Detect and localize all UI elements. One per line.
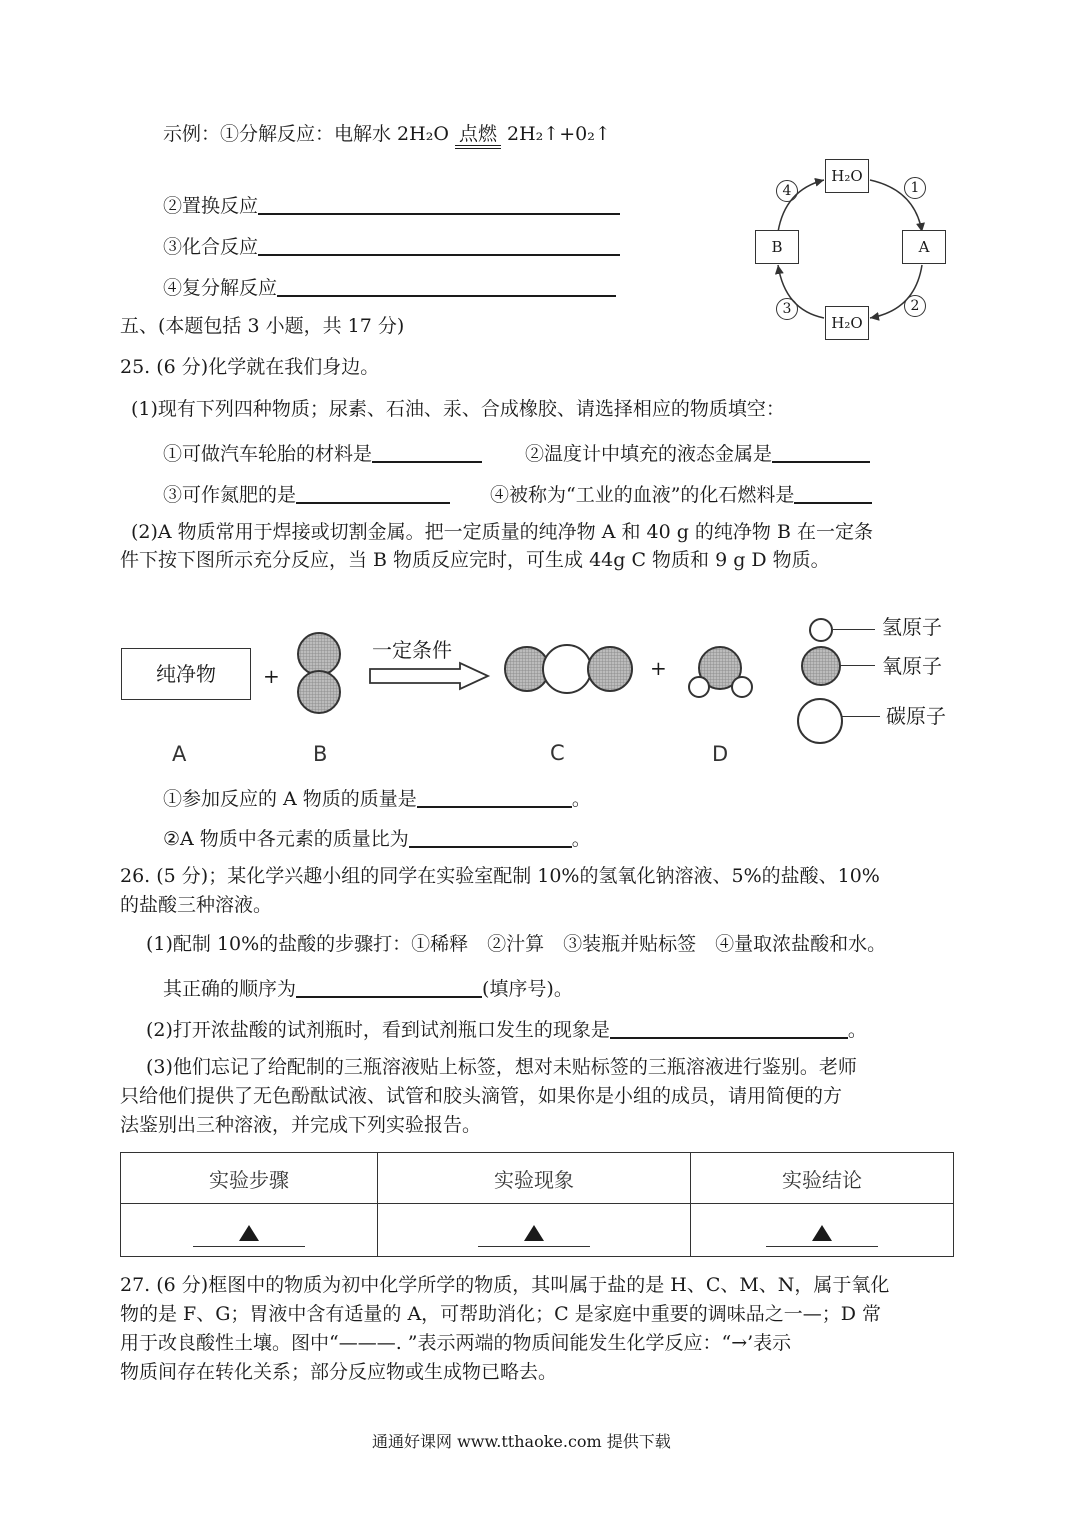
q25-item2	[525, 441, 870, 464]
plus-sign: +	[263, 664, 280, 688]
step-number-4: 4	[776, 180, 798, 202]
answer-blank[interactable]	[409, 826, 572, 848]
example-suffix: 2H₂↑+0₂↑	[507, 123, 611, 145]
oxygen-atom	[297, 670, 341, 714]
punctuation: 。	[847, 1019, 867, 1041]
answer-blank[interactable]	[277, 275, 616, 297]
legend-hydrogen-icon	[809, 618, 833, 642]
header-cell: 实验现象	[378, 1153, 691, 1204]
example-prefix: 示例：①分解反应：电解水 2H₂O	[163, 123, 449, 145]
cycle-diagram	[740, 150, 960, 350]
answer-cell[interactable]	[691, 1204, 954, 1257]
question-text: ④被称为“工业的血液”的化石燃料是	[490, 484, 795, 506]
legend-leader-line	[833, 629, 875, 630]
question-text: (2)打开浓盐酸的试剂瓶时，看到试剂瓶口发生的现象是	[146, 1019, 610, 1041]
label-d: D	[712, 742, 729, 766]
question-text: (填序号)。	[482, 978, 573, 1000]
answer-blank[interactable]	[772, 441, 870, 463]
q26-part3-line3: 法鉴别出三种溶液，并完成下列实验报告。	[120, 1114, 482, 1136]
punctuation: 。	[571, 788, 591, 810]
question-text: ①可做汽车轮胎的材料是	[163, 443, 373, 465]
legend-leader-line	[840, 665, 875, 666]
punctuation: 。	[571, 828, 591, 850]
carbon-atom	[542, 644, 592, 694]
q25-title: 25. (6 分)化学就在我们身边。	[120, 356, 380, 378]
q26-line2: 的盐酸三种溶液。	[120, 894, 273, 916]
legend-leader-line	[842, 716, 880, 717]
triangle-icon	[239, 1225, 259, 1241]
q25-sub2	[163, 826, 591, 849]
q26-part1: (1)配制 10%的盐酸的步骤打：①稀释 ②汁算 ③装瓶并贴标签 ④量取浓盐酸和水。	[146, 933, 887, 955]
legend-carbon-icon	[797, 698, 843, 744]
q25-part2-line1: (2)A 物质常用于焊接或切割金属。把一定质量的纯净物 A 和 40 g 的纯净物 B 在一定条	[131, 521, 873, 543]
legend-oxygen-label: 氧原子	[882, 654, 942, 678]
q25-item3	[163, 482, 450, 505]
answer-blank[interactable]	[296, 976, 482, 998]
q27-line1: 27. (6 分)框图中的物质为初中化学所学的物质，其叫属于盐的是 H、C、M、N，属于氧化	[120, 1274, 890, 1296]
section-heading: 五、(本题包括 3 小题，共 17 分)	[120, 315, 405, 337]
q27-line2: 物的是 F、G；胃液中含有适量的 A，可帮助消化；C 是家庭中重要的调味品之一—；D 常	[120, 1303, 882, 1325]
triangle-icon	[812, 1225, 832, 1241]
plus-sign: +	[650, 656, 667, 680]
q26-part1-order	[163, 976, 573, 999]
legend-carbon-label: 碳原子	[886, 704, 946, 728]
cycle-node-top: H₂O	[825, 159, 869, 193]
reaction-label: ③化合反应	[163, 236, 259, 258]
answer-cell[interactable]	[121, 1204, 378, 1257]
answer-blank[interactable]	[258, 193, 620, 215]
q26-part3-line1: (3)他们忘记了给配制的三瓶溶液贴上标签，想对未贴标签的三瓶溶液进行鉴别。老师	[146, 1056, 857, 1078]
answer-blank[interactable]	[296, 482, 450, 504]
pure-substance-box: 纯净物	[121, 648, 251, 700]
label-a: A	[172, 742, 187, 766]
table-header-row	[121, 1153, 954, 1204]
question-text: ①参加反应的 A 物质的质量是	[163, 788, 417, 810]
q25-part1: (1)现有下列四种物质；尿素、石油、汞、合成橡胶、请选择相应的物质填空：	[131, 398, 785, 420]
reaction-double-decomposition	[163, 275, 616, 298]
q26-part2	[146, 1017, 867, 1040]
q25-part2-line2: 件下按下图所示充分反应，当 B 物质反应完时，可生成 44g C 物质和 9 g D 物质。	[120, 549, 830, 571]
label-c: C	[550, 741, 565, 765]
step-number-2: 2	[904, 295, 926, 317]
legend-hydrogen-label: 氢原子	[882, 615, 942, 639]
question-text: 其正确的顺序为	[163, 978, 297, 1000]
footer-source: 通通好课网 www.tthaoke.com 提供下载	[372, 1432, 671, 1451]
triangle-icon	[524, 1225, 544, 1241]
label-b: B	[313, 742, 328, 766]
q25-sub1	[163, 786, 591, 809]
answer-blank[interactable]	[794, 482, 872, 504]
legend-oxygen-icon	[801, 646, 841, 686]
reaction-label: ④复分解反应	[163, 277, 278, 299]
step-number-3: 3	[776, 298, 798, 320]
cycle-node-left: B	[755, 230, 799, 264]
cycle-node-right: A	[902, 230, 946, 264]
question-text: ②A 物质中各元素的质量比为	[163, 828, 409, 850]
arrow-label: 一定条件	[372, 638, 452, 662]
header-cell: 实验步骤	[121, 1153, 378, 1204]
reaction-condition: 点燃	[455, 125, 501, 144]
answer-blank[interactable]	[258, 234, 620, 256]
reaction-label: ②置换反应	[163, 195, 259, 217]
reaction-combination	[163, 234, 620, 257]
table-row	[121, 1204, 954, 1257]
reaction-replacement	[163, 193, 620, 216]
q26-part3-line2: 只给他们提供了无色酚酞试液、试管和胶头滴管，如果你是小组的成员，请用简便的方	[120, 1085, 843, 1107]
header-cell: 实验结论	[691, 1153, 954, 1204]
answer-blank[interactable]	[610, 1017, 848, 1039]
step-number-1: 1	[904, 177, 926, 199]
q25-item4	[490, 482, 872, 505]
hydrogen-atom	[688, 676, 710, 698]
example-line	[163, 125, 611, 144]
answer-blank[interactable]	[417, 786, 572, 808]
q27-line3: 用于改良酸性土壤。图中“———. ”表示两端的物质间能发生化学反应：“→’表示	[120, 1332, 792, 1354]
cycle-node-bottom: H₂O	[825, 306, 869, 340]
question-text: ③可作氮肥的是	[163, 484, 297, 506]
q27-line4: 物质间存在转化关系；部分反应物或生成物已略去。	[120, 1361, 558, 1383]
question-text: ②温度计中填充的液态金属是	[525, 443, 773, 465]
q25-item1	[163, 441, 482, 464]
answer-cell[interactable]	[378, 1204, 691, 1257]
answer-blank[interactable]	[372, 441, 482, 463]
experiment-report-table	[120, 1152, 954, 1257]
hydrogen-atom	[731, 676, 753, 698]
q26-line1: 26. (5 分)；某化学兴趣小组的同学在实验室配制 10%的氢氧化钠溶液、5%的盐酸、10%	[120, 865, 880, 887]
reaction-arrow-icon	[368, 661, 493, 691]
oxygen-atom	[587, 646, 633, 692]
